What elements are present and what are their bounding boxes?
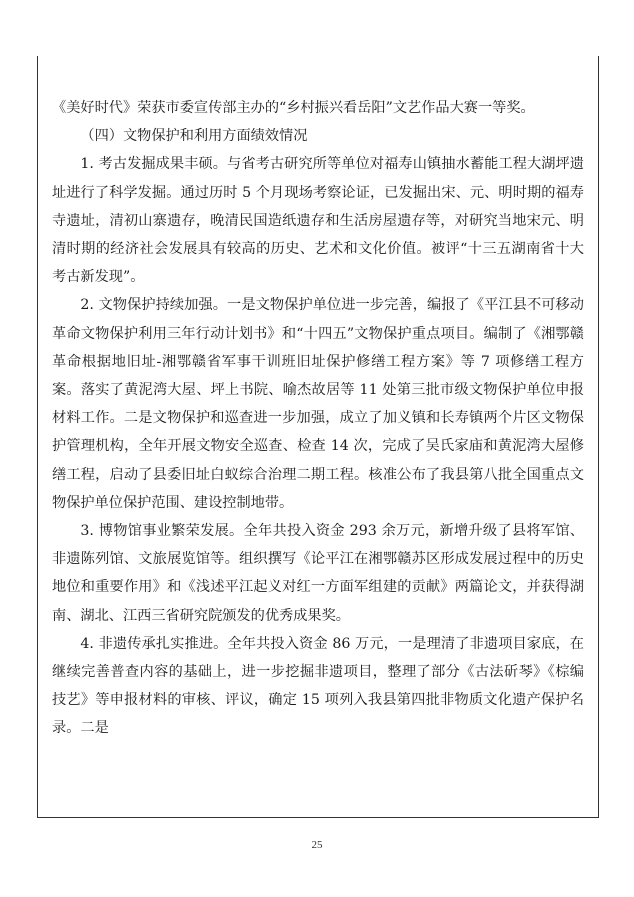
paragraph-museum: 3. 博物馆事业繁荣发展。全年共投入资金 293 余万元，新增升级了县将军馆、非遗陈列馆、文旅展览馆等。组织撰写《论平江在湘鄂赣苏区形成发展过程中的历史地位和重要作用》和《浅述平江起义对红一方面军组建的贡献》两篇论文，并获得湖南、湖北、江西三省研究院颁发的优秀成果奖。 [52, 523, 584, 624]
paragraph-archaeology: 1. 考古发掘成果丰硕。与省考古研究所等单位对福寿山镇抽水蓄能工程大湖坪遗址进行了科学发掘。通过历时 5 个月现场考察论证，已发掘出宋、元、明时期的福寿寺遗址，清初山寨遗存，晚清民国造纸遗存和生活房屋遗存等，对研究当地宋元、明清时期的经济社会发展具有较高的历史、艺术和文化价值。被评“十三五湖南省十大考古新发现”。 [52, 156, 584, 286]
page-number: 25 [311, 839, 323, 851]
table-cell-frame [37, 56, 599, 818]
section-heading-cultural-relics: （四）文物保护和利用方面绩效情况 [80, 128, 308, 145]
paragraph-relic-protection: 2. 文物保护持续加强。一是文物保护单位进一步完善，编报了《平江县不可移动革命文物保护利用三年行动计划书》和“十四五”文物保护重点项目。编制了《湘鄂赣革命根据地旧址-湘鄂赣省军事干训班旧址保护修缮工程方案》等 7 项修缮工程方案。落实了黄泥湾大屋、坪上书院、喻杰故居等 11 处第三批市级文物保护单位申报材料工作。二是文物保护和巡查进一步加强，成立了加义镇和长寿镇两个片区文物保护管理机构，全年开展文物安全巡查、检查 14 次，完成了吴氏家庙和黄泥湾大屋修缮工程，启动了县委旧址白蚁综合治理二期工程。核准公布了我县第八批全国重点文物保护单位保护范围、建设控制地带。 [52, 297, 584, 511]
paragraph-intangible-heritage: 4. 非遗传承扎实推进。全年共投入资金 86 万元，一是理清了非遗项目家底，在继续完善普查内容的基础上，进一步挖掘非遗项目，整理了部分《古法斫琴》《棕编技艺》等申报材料的审核、评议，确定 15 项列入我县第四批非物质文化遗产保护名录。二是 [52, 635, 584, 737]
paragraph-award-continuation: 《美好时代》荣获市委宣传部主办的“乡村振兴看岳阳”文艺作品大赛一等奖。 [52, 100, 535, 116]
document-body [52, 94, 584, 743]
